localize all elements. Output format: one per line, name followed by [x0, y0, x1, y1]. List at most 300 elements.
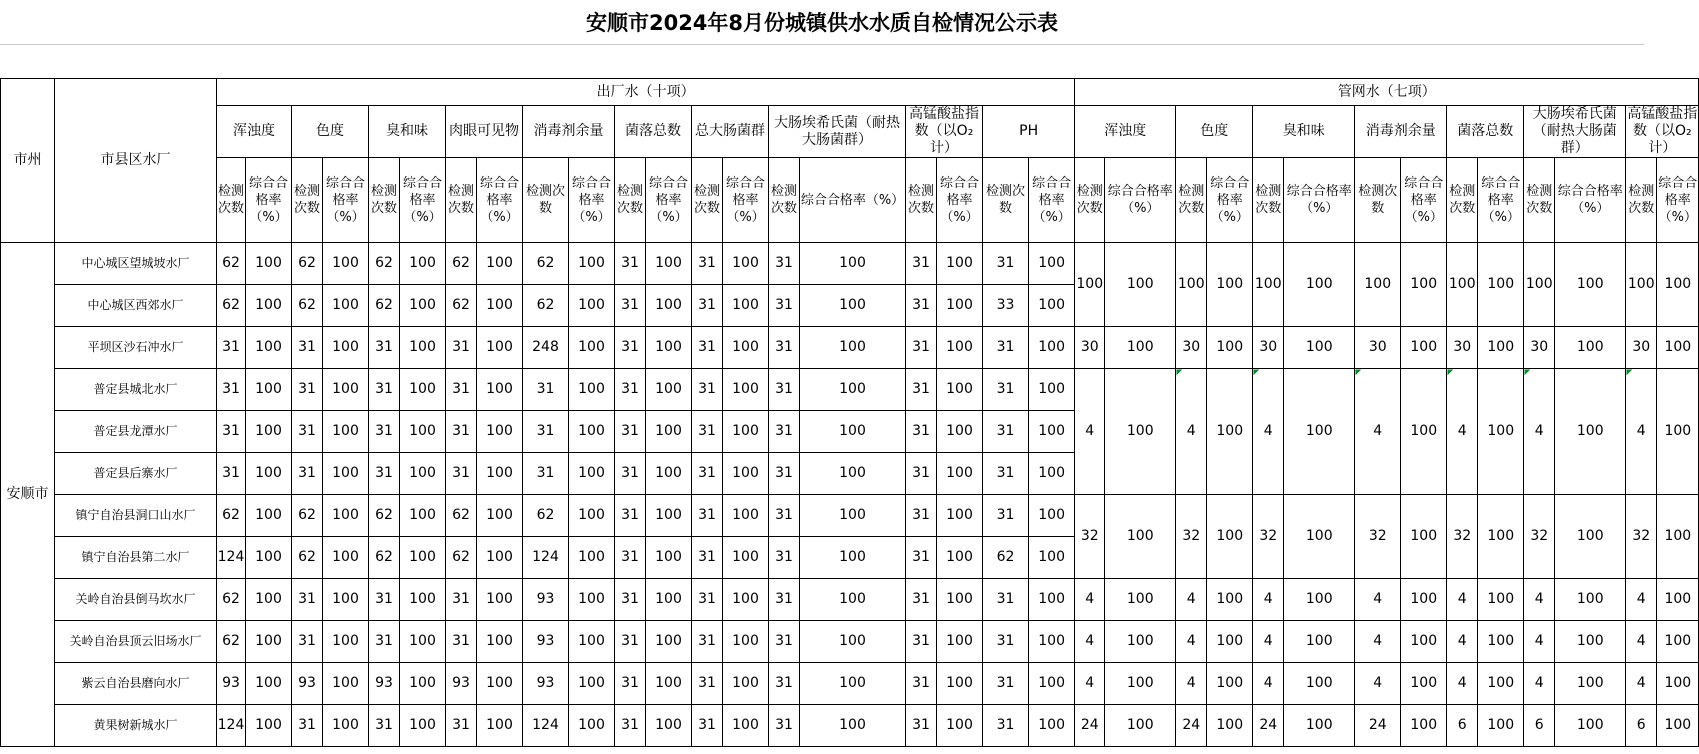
- factory-value: 31: [692, 537, 723, 579]
- pipe-value: 4: [1626, 579, 1657, 621]
- factory-value: 31: [692, 285, 723, 327]
- sub-header-count: 检测次数: [1626, 158, 1657, 243]
- pipe-value: 4: [1355, 579, 1401, 621]
- factory-value: 31: [615, 411, 646, 453]
- sub-header-count: 检测次数: [1447, 158, 1478, 243]
- pipe-value: 100: [1401, 243, 1447, 327]
- factory-group-header: 高锰酸盐指数（以O₂计）: [906, 106, 983, 158]
- factory-value: 100: [723, 579, 769, 621]
- sub-header-rate: 综合合格率（%）: [400, 158, 446, 243]
- factory-value: 31: [369, 411, 400, 453]
- factory-value: 62: [292, 495, 323, 537]
- pipe-group-header: 大肠埃希氏菌（耐热大肠菌群）: [1524, 106, 1626, 158]
- pipe-value: 100: [1284, 663, 1355, 705]
- factory-value: 100: [246, 579, 292, 621]
- factory-value: 31: [769, 411, 800, 453]
- pipe-value: 4: [1075, 621, 1105, 663]
- factory-value: 31: [615, 663, 646, 705]
- pipe-value: 4: [1075, 663, 1105, 705]
- plant-name: 镇宁自治县第二水厂: [55, 537, 217, 579]
- factory-value: 100: [569, 705, 615, 747]
- factory-value: 31: [906, 411, 937, 453]
- factory-value: 100: [569, 327, 615, 369]
- factory-value: 31: [292, 621, 323, 663]
- factory-value: 31: [906, 579, 937, 621]
- pipe-group-header: 消毒剂余量: [1355, 106, 1447, 158]
- factory-value: 100: [477, 621, 523, 663]
- factory-value: 100: [569, 579, 615, 621]
- factory-value: 62: [523, 285, 569, 327]
- factory-value: 100: [1029, 411, 1075, 453]
- factory-value: 100: [246, 411, 292, 453]
- header-city: 市州: [1, 79, 55, 243]
- sub-header-count: 检测次数: [1355, 158, 1401, 243]
- sub-header-count: 检测次数: [983, 158, 1029, 243]
- pipe-value: 30: [1524, 327, 1555, 369]
- factory-value: 31: [983, 495, 1029, 537]
- pipe-value: 100: [1401, 663, 1447, 705]
- factory-value: 31: [217, 411, 246, 453]
- pipe-value: 4: [1253, 369, 1284, 495]
- factory-value: 62: [446, 285, 477, 327]
- factory-value: 31: [983, 579, 1029, 621]
- factory-value: 31: [692, 327, 723, 369]
- table-row: [1, 243, 1699, 285]
- factory-value: 100: [400, 579, 446, 621]
- factory-value: 100: [569, 495, 615, 537]
- factory-value: 100: [646, 453, 692, 495]
- pipe-value: 4: [1253, 621, 1284, 663]
- factory-value: 100: [400, 495, 446, 537]
- factory-value: 100: [937, 705, 983, 747]
- pipe-value: 6: [1524, 705, 1555, 747]
- factory-value: 31: [523, 369, 569, 411]
- factory-value: 31: [369, 369, 400, 411]
- factory-value: 100: [569, 453, 615, 495]
- factory-value: 31: [446, 621, 477, 663]
- factory-value: 31: [769, 579, 800, 621]
- factory-value: 100: [723, 495, 769, 537]
- factory-value: 100: [723, 285, 769, 327]
- factory-value: 124: [523, 705, 569, 747]
- factory-value: 62: [292, 537, 323, 579]
- factory-value: 100: [937, 411, 983, 453]
- factory-value: 100: [800, 663, 906, 705]
- factory-value: 93: [523, 663, 569, 705]
- factory-value: 31: [769, 537, 800, 579]
- factory-value: 100: [1029, 495, 1075, 537]
- factory-value: 31: [292, 579, 323, 621]
- factory-value: 31: [615, 705, 646, 747]
- factory-value: 31: [692, 369, 723, 411]
- pipe-value: 100: [1105, 243, 1176, 327]
- sub-header-count: 检测次数: [769, 158, 800, 243]
- factory-value: 62: [523, 495, 569, 537]
- sub-header-count: 检测次数: [1253, 158, 1284, 243]
- factory-value: 100: [937, 621, 983, 663]
- pipe-value: 4: [1626, 369, 1657, 495]
- factory-value: 100: [400, 369, 446, 411]
- blank-row: [0, 44, 1644, 79]
- factory-value: 31: [983, 663, 1029, 705]
- table-row: [1, 327, 1699, 369]
- sub-header-count: 检测次数: [292, 158, 323, 243]
- factory-value: 62: [446, 243, 477, 285]
- pipe-value: 100: [1555, 579, 1626, 621]
- sub-header-rate: 综合合格率（%）: [646, 158, 692, 243]
- pipe-value: 24: [1075, 705, 1105, 747]
- table-title: 安顺市2024年8月份城镇供水水质自检情况公示表: [0, 0, 1644, 45]
- factory-group-header: 色度: [292, 106, 369, 158]
- factory-value: 100: [646, 579, 692, 621]
- table-row: [1, 663, 1699, 705]
- factory-value: 100: [800, 243, 906, 285]
- factory-value: 31: [615, 495, 646, 537]
- pipe-value: 100: [1105, 705, 1176, 747]
- factory-value: 31: [615, 537, 646, 579]
- pipe-value: 100: [1401, 621, 1447, 663]
- factory-value: 31: [369, 705, 400, 747]
- factory-value: 100: [646, 621, 692, 663]
- plant-name: 普定县城北水厂: [55, 369, 217, 411]
- factory-value: 100: [569, 369, 615, 411]
- factory-value: 100: [323, 621, 369, 663]
- sub-header-count: 检测次数: [217, 158, 246, 243]
- pipe-value: 4: [1524, 579, 1555, 621]
- factory-value: 31: [615, 243, 646, 285]
- factory-value: 100: [1029, 243, 1075, 285]
- factory-value: 100: [246, 495, 292, 537]
- factory-value: 100: [723, 453, 769, 495]
- pipe-value: 100: [1555, 327, 1626, 369]
- pipe-value: 4: [1626, 663, 1657, 705]
- factory-value: 124: [523, 537, 569, 579]
- factory-value: 31: [692, 495, 723, 537]
- factory-value: 100: [723, 621, 769, 663]
- pipe-value: 4: [1176, 579, 1207, 621]
- factory-group-header: 菌落总数: [615, 106, 692, 158]
- pipe-value: 100: [1207, 579, 1253, 621]
- pipe-value: 30: [1447, 327, 1478, 369]
- pipe-value: 32: [1355, 495, 1401, 579]
- pipe-value: 100: [1207, 705, 1253, 747]
- factory-value: 100: [323, 285, 369, 327]
- factory-value: 100: [400, 285, 446, 327]
- table-row: [1, 495, 1699, 537]
- factory-value: 31: [983, 243, 1029, 285]
- pipe-value: 100: [1555, 243, 1626, 327]
- factory-value: 62: [217, 285, 246, 327]
- pipe-value: 4: [1355, 369, 1401, 495]
- pipe-value: 100: [1657, 705, 1699, 747]
- factory-value: 100: [569, 285, 615, 327]
- pipe-value: 100: [1401, 327, 1447, 369]
- sub-header-rate: 综合合格率（%）: [1555, 158, 1626, 243]
- factory-value: 100: [246, 327, 292, 369]
- pipe-value: 100: [1555, 663, 1626, 705]
- factory-value: 100: [400, 621, 446, 663]
- factory-value: 100: [1029, 663, 1075, 705]
- factory-value: 31: [906, 663, 937, 705]
- plant-name: 紫云自治县磨向水厂: [55, 663, 217, 705]
- pipe-value: 100: [1401, 495, 1447, 579]
- factory-value: 31: [523, 453, 569, 495]
- pipe-value: 32: [1626, 495, 1657, 579]
- factory-value: 31: [906, 495, 937, 537]
- pipe-group-header: 高锰酸盐指数（以O₂计）: [1627, 106, 1698, 156]
- factory-value: 31: [692, 621, 723, 663]
- factory-value: 62: [369, 537, 400, 579]
- pipe-value: 30: [1626, 327, 1657, 369]
- pipe-value: 100: [1555, 621, 1626, 663]
- pipe-value: 100: [1207, 495, 1253, 579]
- pipe-value: 100: [1284, 579, 1355, 621]
- factory-value: 31: [446, 705, 477, 747]
- pipe-value: 6: [1626, 705, 1657, 747]
- pipe-value: 100: [1105, 369, 1176, 495]
- factory-value: 62: [292, 243, 323, 285]
- factory-value: 100: [800, 705, 906, 747]
- factory-group-header: 大肠埃希氏菌（耐热大肠菌群）: [769, 106, 906, 158]
- plant-name: 镇宁自治县洞口山水厂: [55, 495, 217, 537]
- pipe-value: 100: [1478, 705, 1524, 747]
- factory-value: 100: [937, 579, 983, 621]
- factory-value: 62: [292, 285, 323, 327]
- factory-value: 100: [323, 705, 369, 747]
- factory-value: 124: [217, 537, 246, 579]
- pipe-value: 100: [1207, 369, 1253, 495]
- pipe-value: 32: [1075, 495, 1105, 579]
- pipe-value: 100: [1657, 369, 1699, 495]
- factory-value: 31: [983, 327, 1029, 369]
- factory-value: 31: [615, 621, 646, 663]
- factory-value: 31: [769, 285, 800, 327]
- pipe-value: 100: [1657, 243, 1699, 327]
- factory-value: 100: [1029, 705, 1075, 747]
- pipe-value: 100: [1478, 369, 1524, 495]
- plant-name: 普定县后寨水厂: [55, 453, 217, 495]
- factory-value: 100: [723, 663, 769, 705]
- pipe-value: 100: [1075, 243, 1105, 327]
- sub-header-rate: 综合合格率（%）: [937, 158, 983, 243]
- factory-value: 62: [523, 243, 569, 285]
- factory-value: 31: [906, 705, 937, 747]
- factory-value: 100: [400, 705, 446, 747]
- pipe-value: 100: [1524, 243, 1555, 327]
- pipe-value: 100: [1207, 327, 1253, 369]
- factory-value: 100: [246, 243, 292, 285]
- pipe-value: 100: [1447, 243, 1478, 327]
- factory-value: 100: [646, 663, 692, 705]
- factory-value: 31: [615, 453, 646, 495]
- pipe-value: 100: [1284, 243, 1355, 327]
- sub-header-count: 检测次数: [369, 158, 400, 243]
- pipe-value: 100: [1657, 579, 1699, 621]
- factory-value: 100: [246, 285, 292, 327]
- factory-value: 100: [646, 243, 692, 285]
- factory-value: 31: [769, 663, 800, 705]
- factory-value: 124: [217, 705, 246, 747]
- factory-value: 100: [569, 243, 615, 285]
- factory-value: 31: [369, 579, 400, 621]
- factory-value: 31: [292, 705, 323, 747]
- sub-header-rate: 综合合格率（%）: [1029, 158, 1075, 243]
- sub-header-rate: 综合合格率（%）: [1478, 158, 1524, 243]
- factory-value: 31: [292, 453, 323, 495]
- factory-value: 31: [983, 705, 1029, 747]
- sub-header-count: 检测次数: [523, 158, 569, 243]
- factory-value: 100: [723, 369, 769, 411]
- factory-value: 100: [323, 369, 369, 411]
- factory-value: 100: [569, 621, 615, 663]
- factory-value: 100: [246, 705, 292, 747]
- factory-value: 100: [800, 621, 906, 663]
- plant-name: 中心城区望城坡水厂: [55, 243, 217, 285]
- factory-value: 31: [906, 453, 937, 495]
- sub-header-rate: 综合合格率（%）: [569, 158, 615, 243]
- factory-value: 31: [615, 579, 646, 621]
- factory-value: 31: [446, 327, 477, 369]
- factory-value: 31: [217, 453, 246, 495]
- factory-value: 100: [246, 537, 292, 579]
- factory-value: 31: [906, 537, 937, 579]
- plant-name: 关岭自治县倒马坎水厂: [55, 579, 217, 621]
- factory-value: 93: [217, 663, 246, 705]
- factory-value: 31: [983, 621, 1029, 663]
- pipe-value: 4: [1355, 621, 1401, 663]
- factory-value: 31: [369, 621, 400, 663]
- factory-value: 31: [692, 705, 723, 747]
- factory-value: 100: [323, 495, 369, 537]
- pipe-value: 24: [1355, 705, 1401, 747]
- factory-value: 31: [615, 285, 646, 327]
- factory-value: 31: [292, 327, 323, 369]
- factory-value: 100: [800, 495, 906, 537]
- factory-group-header: 总大肠菌群: [692, 106, 769, 158]
- factory-value: 100: [937, 327, 983, 369]
- factory-value: 100: [323, 579, 369, 621]
- pipe-value: 100: [1284, 621, 1355, 663]
- sub-header-rate: 综合合格率（%）: [1284, 158, 1355, 243]
- factory-value: 100: [477, 411, 523, 453]
- pipe-value: 100: [1657, 621, 1699, 663]
- factory-value: 31: [906, 327, 937, 369]
- factory-value: 31: [446, 369, 477, 411]
- sub-header-count: 检测次数: [1176, 158, 1207, 243]
- factory-value: 100: [400, 243, 446, 285]
- factory-value: 31: [369, 453, 400, 495]
- factory-value: 100: [937, 369, 983, 411]
- factory-value: 100: [937, 663, 983, 705]
- pipe-value: 4: [1176, 369, 1207, 495]
- factory-value: 100: [723, 411, 769, 453]
- factory-value: 100: [1029, 579, 1075, 621]
- factory-value: 100: [477, 579, 523, 621]
- factory-value: 31: [769, 327, 800, 369]
- pipe-value: 4: [1524, 621, 1555, 663]
- factory-value: 100: [937, 495, 983, 537]
- pipe-value: 6: [1447, 705, 1478, 747]
- plant-name: 关岭自治县顶云旧场水厂: [55, 621, 217, 663]
- sub-header-rate: 综合合格率（%）: [1105, 158, 1176, 243]
- factory-value: 62: [217, 621, 246, 663]
- pipe-value: 100: [1105, 327, 1176, 369]
- factory-value: 31: [692, 663, 723, 705]
- pipe-value: 100: [1555, 495, 1626, 579]
- pipe-value: 100: [1176, 243, 1207, 327]
- factory-value: 100: [477, 495, 523, 537]
- factory-value: 100: [723, 243, 769, 285]
- pipe-value: 100: [1478, 663, 1524, 705]
- factory-value: 100: [646, 705, 692, 747]
- factory-value: 31: [906, 369, 937, 411]
- pipe-value: 100: [1657, 663, 1699, 705]
- factory-value: 31: [769, 453, 800, 495]
- factory-group-header: 消毒剂余量: [523, 106, 615, 158]
- factory-value: 31: [446, 453, 477, 495]
- pipe-group-header: 菌落总数: [1447, 106, 1524, 158]
- factory-value: 93: [369, 663, 400, 705]
- factory-value: 100: [1029, 369, 1075, 411]
- pipe-value: 4: [1075, 369, 1105, 495]
- factory-value: 31: [692, 243, 723, 285]
- header-pipe-water: 管网水（七项）: [1075, 79, 1699, 106]
- factory-value: 31: [692, 579, 723, 621]
- factory-value: 100: [323, 537, 369, 579]
- sub-header-rate: 综合合格率（%）: [1207, 158, 1253, 243]
- plant-name: 黄果树新城水厂: [55, 705, 217, 747]
- factory-value: 100: [246, 453, 292, 495]
- table-row: [1, 621, 1699, 663]
- factory-value: 100: [323, 243, 369, 285]
- factory-value: 248: [523, 327, 569, 369]
- factory-value: 100: [800, 327, 906, 369]
- factory-value: 31: [906, 621, 937, 663]
- pipe-value: 100: [1207, 663, 1253, 705]
- factory-value: 100: [1029, 285, 1075, 327]
- factory-group-header: 浑浊度: [217, 106, 292, 158]
- pipe-value: 4: [1626, 621, 1657, 663]
- factory-value: 62: [217, 579, 246, 621]
- factory-value: 100: [1029, 327, 1075, 369]
- factory-value: 62: [983, 537, 1029, 579]
- pipe-value: 100: [1401, 705, 1447, 747]
- water-quality-table: [0, 78, 1699, 747]
- factory-value: 100: [723, 705, 769, 747]
- factory-value: 31: [615, 327, 646, 369]
- sub-header-count: 检测次数: [615, 158, 646, 243]
- sub-header-rate: 综合合格率（%）: [323, 158, 369, 243]
- factory-value: 100: [323, 411, 369, 453]
- factory-value: 31: [217, 327, 246, 369]
- pipe-value: 30: [1253, 327, 1284, 369]
- sub-header-rate: 综合合格率（%）: [723, 158, 769, 243]
- factory-value: 100: [400, 537, 446, 579]
- factory-value: 100: [1029, 537, 1075, 579]
- pipe-value: 4: [1355, 663, 1401, 705]
- factory-value: 100: [400, 453, 446, 495]
- sub-header-rate: 综合合格率（%）: [246, 158, 292, 243]
- pipe-value: 4: [1524, 369, 1555, 495]
- factory-value: 62: [217, 495, 246, 537]
- sub-header-rate: 综合合格率（%）: [800, 158, 906, 243]
- factory-value: 100: [569, 663, 615, 705]
- factory-value: 100: [477, 369, 523, 411]
- factory-value: 100: [800, 453, 906, 495]
- pipe-value: 100: [1284, 495, 1355, 579]
- factory-value: 62: [446, 495, 477, 537]
- factory-value: 100: [323, 663, 369, 705]
